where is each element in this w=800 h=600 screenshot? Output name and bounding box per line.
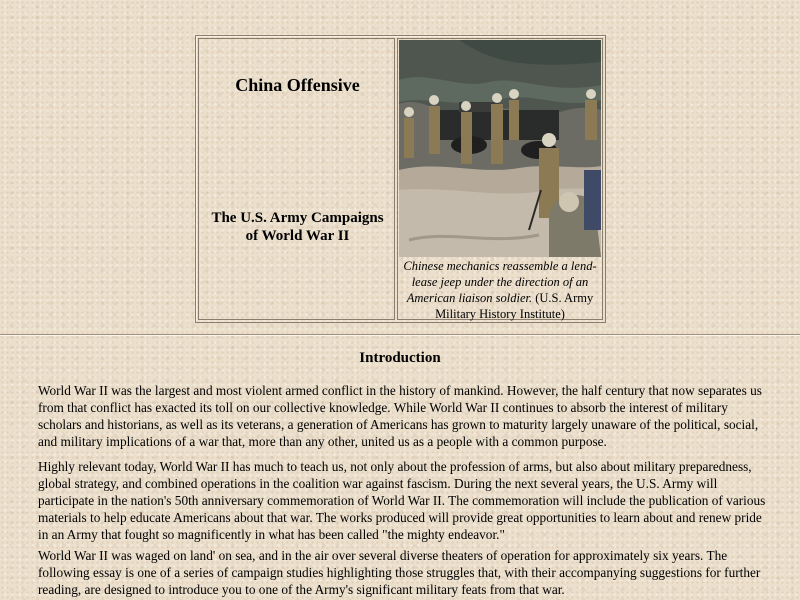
caption-italic-1: Chinese mechanics reassemble a lend- <box>403 259 597 273</box>
intro-paragraph-3: World War II was waged on land' on sea, and in the air over several diverse theaters of operation for approximately six years. The following essay is one of a series of campaign studies highlighting those struggles that, with their accompanying suggestions for further reading, are designed to introduce you to one of the Army's significant military feats from that war. <box>38 548 761 597</box>
jeep-photo <box>399 40 601 257</box>
header-table <box>195 35 606 323</box>
caption-credit-1: (U.S. Army <box>532 291 594 305</box>
intro-paragraph-2: Highly relevant today, World War II has much to teach us, not only about the profession of arms, but also about military preparedness, global strategy, and combined operations in the coalition war against fascism. During the next several years, the U.S. Army will participate in the nation's 50th anniversary commemoration of World War II. The commemoration will include the publication of various materials to help educate Americans about that war. The works produced will provide great opportunities to learn about and renew pride in an Army that fought so magnificently in what has been called "the mighty endeavor." <box>38 459 766 542</box>
title-cell <box>198 38 395 320</box>
subtitle-line-1: The U.S. Army Campaigns <box>211 210 384 226</box>
page-title: China Offensive <box>235 75 360 95</box>
caption-credit-2: Military History Institute) <box>435 307 565 321</box>
photo-cell <box>397 38 603 320</box>
introduction-heading: Introduction <box>359 350 441 366</box>
caption-italic-2: lease jeep under the direction of an <box>411 275 589 289</box>
intro-paragraph-1: World War II was the largest and most violent armed conflict in the history of mankind. However, the half century that now separates us from that conflict has exacted its toll on our collective knowledge. While World War II continues to absorb the interest of military scholars and historians, as well as its veterans, a generation of Americans has grown to maturity largely unaware of the political, social, and military implications of a war that, more than any other, united us as a people with a common purpose. <box>38 383 762 449</box>
subtitle-line-2: of World War II <box>245 228 350 244</box>
page-subtitle <box>199 209 396 245</box>
photo-jeep-mechanics-icon <box>399 40 601 257</box>
caption-italic-3: American liaison soldier. <box>406 291 533 305</box>
horizontal-divider <box>0 334 800 336</box>
photo-caption <box>398 258 602 322</box>
